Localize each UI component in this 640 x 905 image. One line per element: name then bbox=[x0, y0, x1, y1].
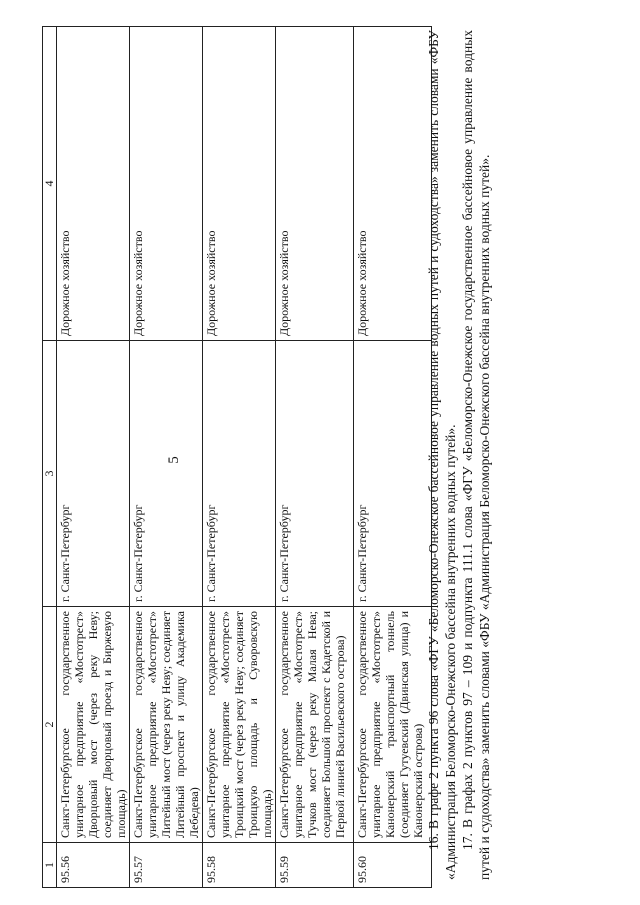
paragraph-17-text: 17. В графах 2 пунктов 97 – 109 и подпункта 111.1 слова «ФГУ «Беломорско-Онежское государственное бассейновое управление водных путей и судоходства» заменить словами «ФБУ «Администрация Беломорско-Онежского бассейна внутренних водных путей». bbox=[460, 30, 492, 880]
table-row bbox=[354, 27, 432, 888]
row-name: Санкт-Петербургское государственное унитарное предприятие «Мостотрест» Литейный мост (через реку Неву; соединяет Литейный проспект и улицу Академика Лебедева) bbox=[130, 607, 203, 843]
paragraph-17 bbox=[459, 30, 493, 880]
row-location: г. Санкт-Петербург bbox=[276, 341, 354, 607]
row-location: г. Санкт-Петербург bbox=[130, 341, 203, 607]
row-name: Санкт-Петербургское государственное унитарное предприятие «Мостотрест» Троицкий мост (через реку Неву; соединяет Троицкую площадь и Суворовскую площадь) bbox=[203, 607, 276, 843]
row-number: 95.59 bbox=[276, 843, 354, 888]
row-category: Дорожное хозяйство bbox=[276, 27, 354, 341]
registry-table bbox=[42, 26, 432, 888]
table-row bbox=[203, 27, 276, 888]
row-number: 95.57 bbox=[130, 843, 203, 888]
table-header-row bbox=[43, 27, 57, 888]
page-number: 5 bbox=[166, 456, 182, 464]
row-name: Санкт-Петербургское государственное унитарное предприятие «Мостотрест» Дворцовый мост (через реку Неву; соединяет Дворцовый проезд и Биржевую площадь) bbox=[57, 607, 130, 843]
column-header-2: 2 bbox=[43, 607, 57, 843]
row-category: Дорожное хозяйство bbox=[203, 27, 276, 341]
table-row bbox=[276, 27, 354, 888]
row-category: Дорожное хозяйство bbox=[354, 27, 432, 341]
table-row bbox=[57, 27, 130, 888]
row-number: 95.58 bbox=[203, 843, 276, 888]
table-row bbox=[130, 27, 203, 888]
row-category: Дорожное хозяйство bbox=[130, 27, 203, 341]
column-header-4: 4 bbox=[43, 27, 57, 341]
row-number: 95.56 bbox=[57, 843, 130, 888]
row-category: Дорожное хозяйство bbox=[57, 27, 130, 341]
row-name: Санкт-Петербургское государственное унитарное предприятие «Мостотрест» Канонерский транспортный тоннель (соединяет Гутуевский (Двинская улица) и Канонерский острова) bbox=[354, 607, 432, 843]
paragraph-16 bbox=[425, 30, 459, 880]
paragraph-16-text: 16. В графе 2 пункта 96 слова «ФГУ «Беломорско-Онежское бассейновое управление водных путей и судоходства» заменить словами «ФБУ «Администрация Беломорско-Онежского бассейна внутренних водных путей». bbox=[426, 30, 458, 880]
column-header-1: 1 bbox=[43, 843, 57, 888]
row-location: г. Санкт-Петербург bbox=[203, 341, 276, 607]
column-header-3: 3 bbox=[43, 341, 57, 607]
row-location: г. Санкт-Петербург bbox=[57, 341, 130, 607]
row-number: 95.60 bbox=[354, 843, 432, 888]
row-name: Санкт-Петербургское государственное унитарное предприятие «Мостотрест» Тучков мост (через реку Малая Нева; соединяет Большой проспект с Кадетской и Первой линией Васильевского острова) bbox=[276, 607, 354, 843]
row-location: г. Санкт-Петербург bbox=[354, 341, 432, 607]
